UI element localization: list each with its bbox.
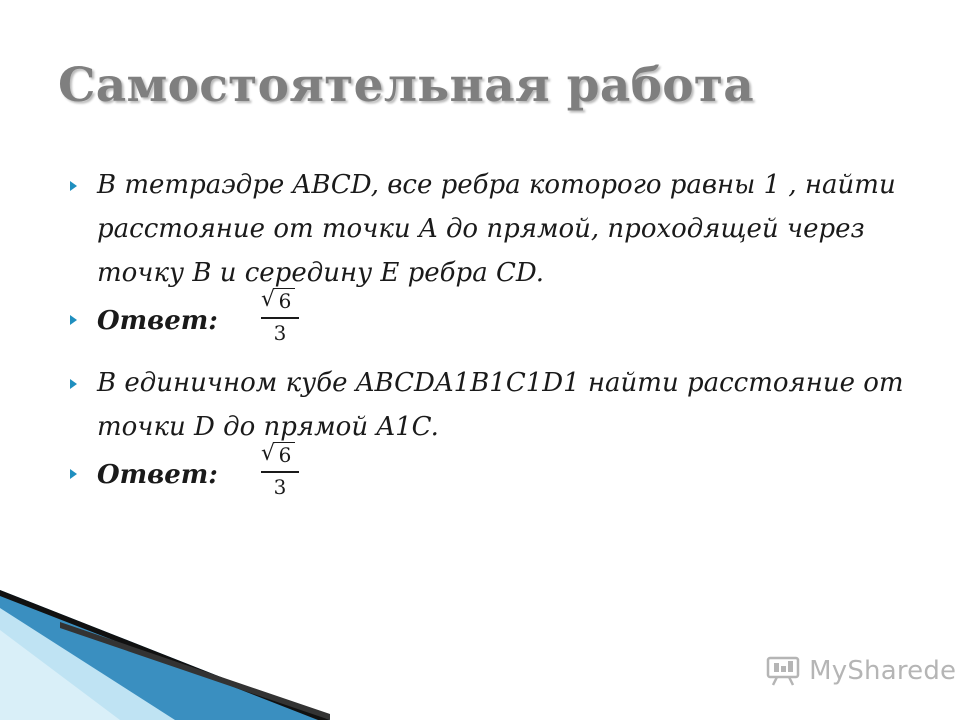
question-2 [70, 361, 915, 449]
question-1-text: В тетраэдре ABCD, все ребра которого равны 1 , найти расстояние от точки A до прямой, проходящей через точку B и середину E ребра CD. [97, 170, 896, 288]
presentation-board-icon [766, 656, 800, 686]
answer-2-denominator: 3 [273, 475, 287, 499]
answer-2 [70, 441, 915, 509]
corner-decoration [0, 590, 330, 720]
bullet-arrow-icon [70, 315, 77, 325]
radical-sign: √ [261, 441, 276, 466]
bullet-arrow-icon [70, 379, 77, 389]
bullet-arrow-icon [70, 469, 77, 479]
answer-2-label: Ответ: [97, 460, 218, 490]
answer-1 [70, 287, 915, 355]
question-2-text: В единичном кубе ABCDA1B1C1D1 найти расстояние от точки D до прямой A1C. [97, 368, 904, 442]
answer-1-fraction [261, 285, 301, 349]
logo [766, 656, 956, 696]
answer-1-label: Ответ: [97, 306, 218, 336]
answer-1-radicand: 6 [275, 288, 295, 313]
bullet-list [70, 163, 915, 509]
question-1 [70, 163, 915, 295]
answer-2-radicand: 6 [275, 442, 295, 467]
answer-1-denominator: 3 [273, 321, 287, 345]
slide-title: Самостоятельная работа [58, 58, 755, 113]
bullet-arrow-icon [70, 181, 77, 191]
radical-sign: √ [261, 287, 276, 312]
logo-text: MySharede [809, 656, 957, 686]
answer-2-fraction [261, 439, 301, 503]
